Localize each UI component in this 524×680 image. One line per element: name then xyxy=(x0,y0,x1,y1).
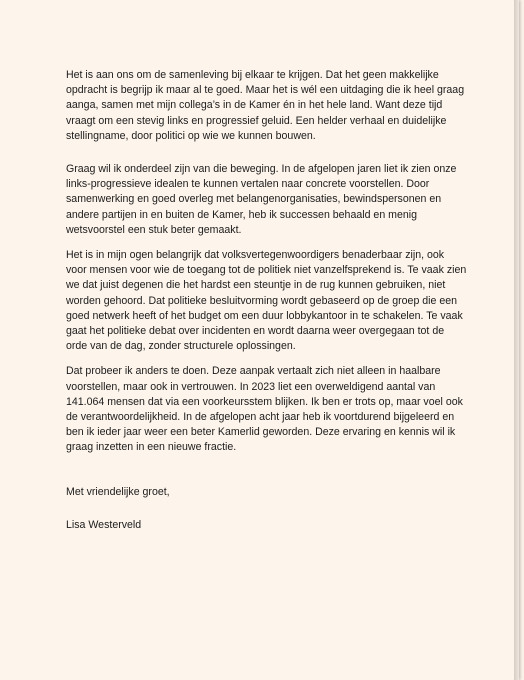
letter-closing: Met vriendelijke groet, xyxy=(66,485,170,498)
paragraph-line: ben ik ieder jaar weer een beter Kamerlid geworden. Deze ervaring en kennis wil ik xyxy=(66,426,456,439)
paragraph-line: goed netwerk heeft of het budget om een duur lobbykantoor in te schakelen. Te vaak xyxy=(66,309,463,322)
paragraph-line: links-progressieve idealen te kunnen vertalen naar concrete voorstellen. Door xyxy=(66,178,430,191)
paragraph-line: andere partijen in en buiten de Kamer, heb ik successen behaald en menig xyxy=(66,208,418,221)
paragraph-line: voorstellen, maar ook in vertrouwen. In 2023 liet een overweldigend aantal van xyxy=(66,380,436,393)
paragraph-line: Dat probeer ik anders te doen. Deze aanpak vertaalt zich niet alleen in haalbare xyxy=(66,365,441,378)
paragraph-line: worden gehoord. Dat politieke besluitvorming wordt gebaseerd op de groep die een xyxy=(66,294,458,307)
paragraph-line: opdracht is begrijp ik maar al te goed. Maar het is wél een uitdaging die ik heel graag xyxy=(66,84,465,97)
page-edge xyxy=(514,0,519,680)
letter-signature: Lisa Westerveld xyxy=(66,518,142,531)
paragraph-line: graag inzetten in een nieuwe fractie. xyxy=(66,441,237,454)
paragraph-line: samenwerking en goed overleg met belangenorganisaties, bewindspersonen en xyxy=(66,193,442,206)
paragraph-line: orde van de dag, zonder structurele oplossingen. xyxy=(66,340,296,353)
paragraph-1 xyxy=(66,68,470,144)
paragraph-line: vraagt om een stevig links en progressief geluid. Een helder verhaal en duidelijke xyxy=(66,114,447,127)
paragraph-line: Het is aan ons om de samenleving bij elkaar te krijgen. Dat het geen makkelijke xyxy=(66,69,439,81)
paragraph-line: gaat het politieke debat over incidenten en wordt daarna weer overgegaan tot de xyxy=(66,325,445,338)
paragraph-2 xyxy=(66,162,470,238)
paragraph-line: aanga, samen met mijn collega’s in de Kamer én in het hele land. Want deze tijd xyxy=(66,99,443,112)
paragraph-line: stellingname, door politici op wie we kunnen bouwen. xyxy=(66,129,316,142)
paragraph-3 xyxy=(66,248,470,354)
paragraph-line: 141.064 mensen dat via een voorkeursstem blijken. Ik ben er trots op, maar voel ook xyxy=(66,395,463,408)
paragraph-line: wetsvoorstel een stuk beter gemaakt. xyxy=(66,223,242,236)
paragraph-line: Het is in mijn ogen belangrijk dat volksvertegenwoordigers benaderbaar zijn, ook xyxy=(66,249,445,262)
paragraph-4 xyxy=(66,364,470,455)
paragraph-line: we dat juist degenen die het hardst een steuntje in de rug kunnen gebruiken, niet xyxy=(66,279,446,292)
paragraph-line: Graag wil ik onderdeel zijn van die beweging. In de afgelopen jaren liet ik zien onze xyxy=(66,163,457,176)
letter-body xyxy=(66,68,470,533)
paragraph-line: voor mensen voor wie de toegang tot de politiek niet vanzelfsprekend is. Te vaak zien xyxy=(66,264,467,277)
paragraph-line: de verantwoordelijkheid. In de afgelopen acht jaar heb ik voortdurend bijgeleerd en xyxy=(66,411,455,424)
